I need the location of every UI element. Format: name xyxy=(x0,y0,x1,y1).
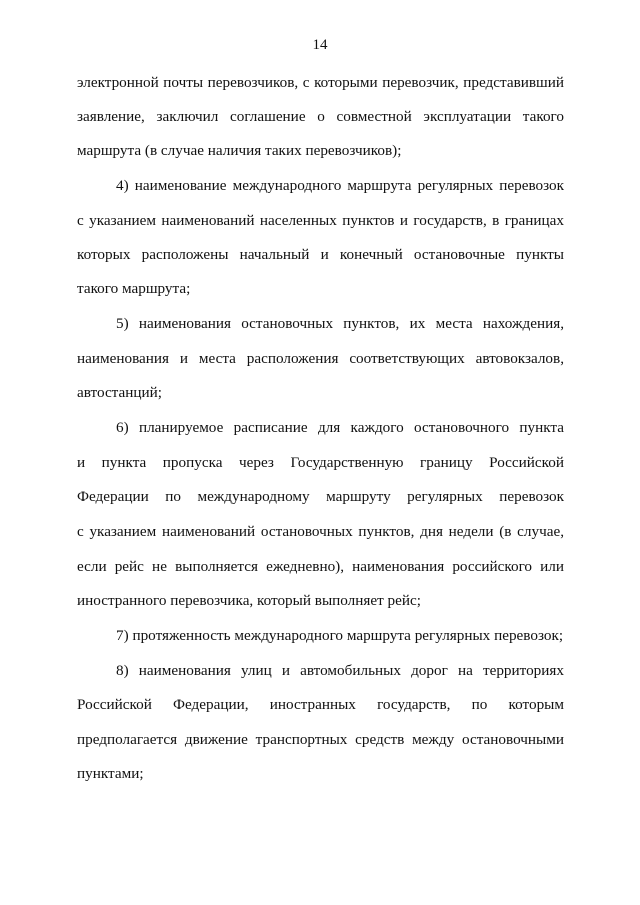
text-line: пунктами; xyxy=(77,765,144,782)
text-line: электронной почты перевозчиков, с которыми перевозчик, представивший xyxy=(77,74,564,91)
text-line: наименования и места расположения соответствующих автовокзалов, xyxy=(77,350,564,367)
text-line: Российской Федерации, иностранных государств, по которым xyxy=(77,696,564,713)
text-line: предполагается движение транспортных средств между остановочными xyxy=(77,731,564,748)
text-line: которых расположены начальный и конечный остановочные пункты xyxy=(77,246,564,263)
text-line: заявление, заключил соглашение о совместной эксплуатации такого xyxy=(77,108,564,125)
text-line: Федерации по международному маршруту регулярных перевозок xyxy=(77,488,564,505)
text-line: и пункта пропуска через Государственную границу Российской xyxy=(77,454,564,471)
text-line: 6) планируемое расписание для каждого остановочного пункта xyxy=(116,419,564,436)
text-line: иностранного перевозчика, который выполняет рейс; xyxy=(77,592,421,609)
text-line: такого маршрута; xyxy=(77,280,191,297)
text-line: с указанием наименований населенных пунктов и государств, в границах xyxy=(77,212,564,229)
text-line: маршрута (в случае наличия таких перевозчиков); xyxy=(77,142,402,159)
text-line: если рейс не выполняется ежедневно), наименования российского или xyxy=(77,558,564,575)
text-line: с указанием наименований остановочных пунктов, дня недели (в случае, xyxy=(77,523,564,540)
text-line: 7) протяженность международного маршрута регулярных перевозок; xyxy=(116,627,564,644)
text-line: 5) наименования остановочных пунктов, их места нахождения, xyxy=(116,315,564,332)
text-line: автостанций; xyxy=(77,384,162,401)
text-line: 4) наименование международного маршрута регулярных перевозок xyxy=(116,177,564,194)
text-line: 8) наименования улиц и автомобильных дорог на территориях xyxy=(116,662,564,679)
page-number: 14 xyxy=(312,37,328,53)
